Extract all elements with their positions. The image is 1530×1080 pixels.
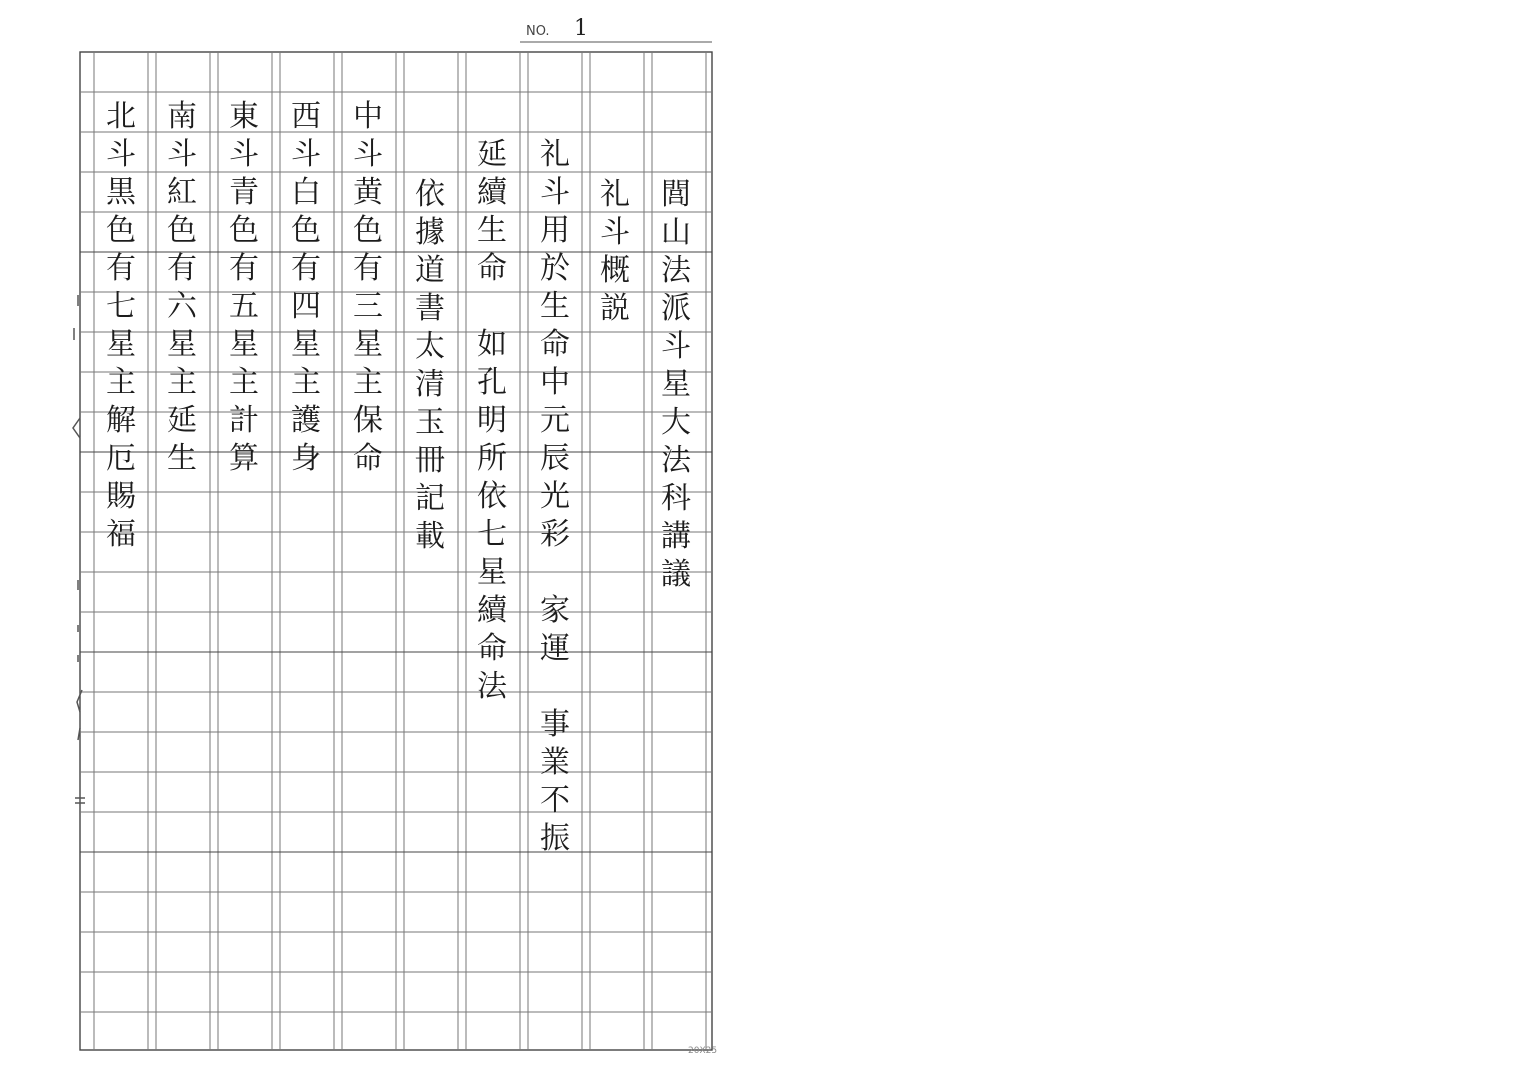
handwritten-character: 白 (291, 175, 321, 210)
handwritten-character: 星 (291, 327, 321, 362)
handwritten-character: 延 (477, 137, 507, 172)
handwritten-character: 議 (661, 557, 691, 592)
page-number: 1 (574, 16, 588, 41)
handwritten-character: 光 (540, 479, 570, 514)
handwritten-character: 主 (291, 365, 321, 400)
handwritten-character: 青 (229, 175, 259, 210)
handwritten-character: 説 (600, 291, 630, 326)
handwritten-character: 斗 (106, 137, 136, 172)
handwritten-character: 續 (477, 175, 507, 210)
page-number-label: NO. (526, 24, 550, 39)
handwritten-character: 辰 (540, 441, 570, 476)
handwritten-character: 命 (540, 327, 570, 362)
manuscript-column-line-10 (99, 98, 143, 554)
handwritten-character: 延 (167, 403, 197, 438)
handwritten-character: 身 (291, 441, 321, 476)
handwritten-character: 有 (353, 251, 383, 286)
handwritten-character: 西 (291, 99, 321, 134)
handwritten-character: 主 (167, 365, 197, 400)
handwritten-character: 明 (477, 403, 507, 438)
manuscript-column-line-4 (470, 136, 514, 706)
handwritten-character: 四 (291, 289, 321, 324)
handwritten-character: 七 (106, 289, 136, 324)
manuscript-column-title (654, 176, 698, 594)
handwritten-character: 玉 (415, 405, 445, 440)
manuscript-column-subtitle (593, 176, 637, 328)
handwritten-character: 家 (540, 593, 570, 628)
handwritten-character: 記 (415, 481, 445, 516)
handwritten-character: 斗 (540, 175, 570, 210)
handwritten-character: 斗 (167, 137, 197, 172)
handwritten-character: 用 (540, 213, 570, 248)
handwritten-character: 生 (167, 441, 197, 476)
handwritten-character: 福 (106, 517, 136, 552)
handwritten-character: 星 (661, 367, 691, 402)
paper-size-label: 20X25 (688, 1046, 718, 1056)
handwritten-character: 生 (540, 289, 570, 324)
handwritten-character: 道 (415, 253, 445, 288)
handwritten-character: 所 (477, 441, 507, 476)
handwritten-character: 派 (661, 291, 691, 326)
handwritten-character: 命 (477, 251, 507, 286)
handwritten-character: 載 (415, 519, 445, 554)
handwritten-character: 不 (540, 783, 570, 818)
handwritten-character: 太 (415, 329, 445, 364)
handwritten-character: 色 (106, 213, 136, 248)
handwritten-character: 厄 (106, 441, 136, 476)
handwritten-character: 黒 (106, 175, 136, 210)
handwritten-character: 北 (106, 99, 136, 134)
handwritten-character: 護 (291, 403, 321, 438)
handwritten-character: 孔 (477, 365, 507, 400)
handwritten-character: 三 (353, 289, 383, 324)
handwritten-character: 依 (477, 479, 507, 514)
handwritten-character: 閭 (661, 177, 691, 212)
handwritten-character: 色 (229, 213, 259, 248)
handwritten-character: 保 (353, 403, 383, 438)
handwritten-character: 算 (229, 441, 259, 476)
handwritten-character: 中 (353, 99, 383, 134)
manuscript-column-line-8 (222, 98, 266, 478)
handwritten-character: 有 (229, 251, 259, 286)
handwritten-character: 斗 (229, 137, 259, 172)
handwritten-character: 元 (540, 403, 570, 438)
handwritten-character: 於 (540, 251, 570, 286)
handwritten-character: 紅 (167, 175, 197, 210)
handwritten-character: 續 (477, 593, 507, 628)
handwritten-character: 色 (353, 213, 383, 248)
handwritten-character: 南 (167, 99, 197, 134)
column-gap (533, 668, 577, 706)
handwritten-character: 振 (540, 821, 570, 856)
handwritten-character: 山 (661, 215, 691, 250)
handwritten-character: 色 (291, 213, 321, 248)
handwritten-character: 命 (477, 631, 507, 666)
handwritten-character: 星 (106, 327, 136, 362)
manuscript-column-line-5 (408, 176, 452, 556)
handwritten-character: 業 (540, 745, 570, 780)
handwritten-character: 大 (661, 405, 691, 440)
handwritten-character: 斗 (291, 137, 321, 172)
handwritten-character: 講 (661, 519, 691, 554)
handwritten-character: 概 (600, 253, 630, 288)
column-gap (533, 554, 577, 592)
handwritten-character: 斗 (600, 215, 630, 250)
handwritten-character: 書 (415, 291, 445, 326)
handwritten-character: 法 (661, 253, 691, 288)
handwritten-character: 據 (415, 215, 445, 250)
handwritten-character: 五 (229, 289, 259, 324)
handwritten-character: 斗 (353, 137, 383, 172)
handwritten-character: 主 (106, 365, 136, 400)
handwritten-character: 星 (229, 327, 259, 362)
handwritten-character: 東 (229, 99, 259, 134)
handwritten-character: 冊 (415, 443, 445, 478)
handwritten-character: 礼 (540, 137, 570, 172)
handwritten-character: 法 (477, 669, 507, 704)
handwritten-character: 依 (415, 177, 445, 212)
handwritten-character: 事 (540, 707, 570, 742)
handwritten-character: 色 (167, 213, 197, 248)
handwritten-character: 生 (477, 213, 507, 248)
handwritten-character: 主 (353, 365, 383, 400)
handwritten-character: 解 (106, 403, 136, 438)
handwritten-character: 運 (540, 631, 570, 666)
manuscript-column-line-7 (284, 98, 328, 478)
handwritten-character: 如 (477, 327, 507, 362)
handwritten-character: 黄 (353, 175, 383, 210)
manuscript-column-line-9 (160, 98, 204, 478)
handwritten-character: 七 (477, 517, 507, 552)
handwritten-character: 有 (106, 251, 136, 286)
handwritten-character: 賜 (106, 479, 136, 514)
handwritten-character: 有 (291, 251, 321, 286)
handwritten-character: 科 (661, 481, 691, 516)
handwritten-character: 彩 (540, 517, 570, 552)
handwritten-character: 星 (477, 555, 507, 590)
handwritten-character: 星 (167, 327, 197, 362)
handwritten-character: 有 (167, 251, 197, 286)
handwritten-character: 礼 (600, 177, 630, 212)
handwritten-character: 斗 (661, 329, 691, 364)
manuscript-column-line-3 (533, 136, 577, 858)
handwritten-character: 法 (661, 443, 691, 478)
handwritten-character: 主 (229, 365, 259, 400)
handwritten-character: 星 (353, 327, 383, 362)
handwritten-character: 中 (540, 365, 570, 400)
handwritten-character: 清 (415, 367, 445, 402)
column-gap (470, 288, 514, 326)
manuscript-column-line-6 (346, 98, 390, 478)
handwritten-character: 命 (353, 441, 383, 476)
handwritten-character: 六 (167, 289, 197, 324)
handwritten-character: 計 (229, 403, 259, 438)
